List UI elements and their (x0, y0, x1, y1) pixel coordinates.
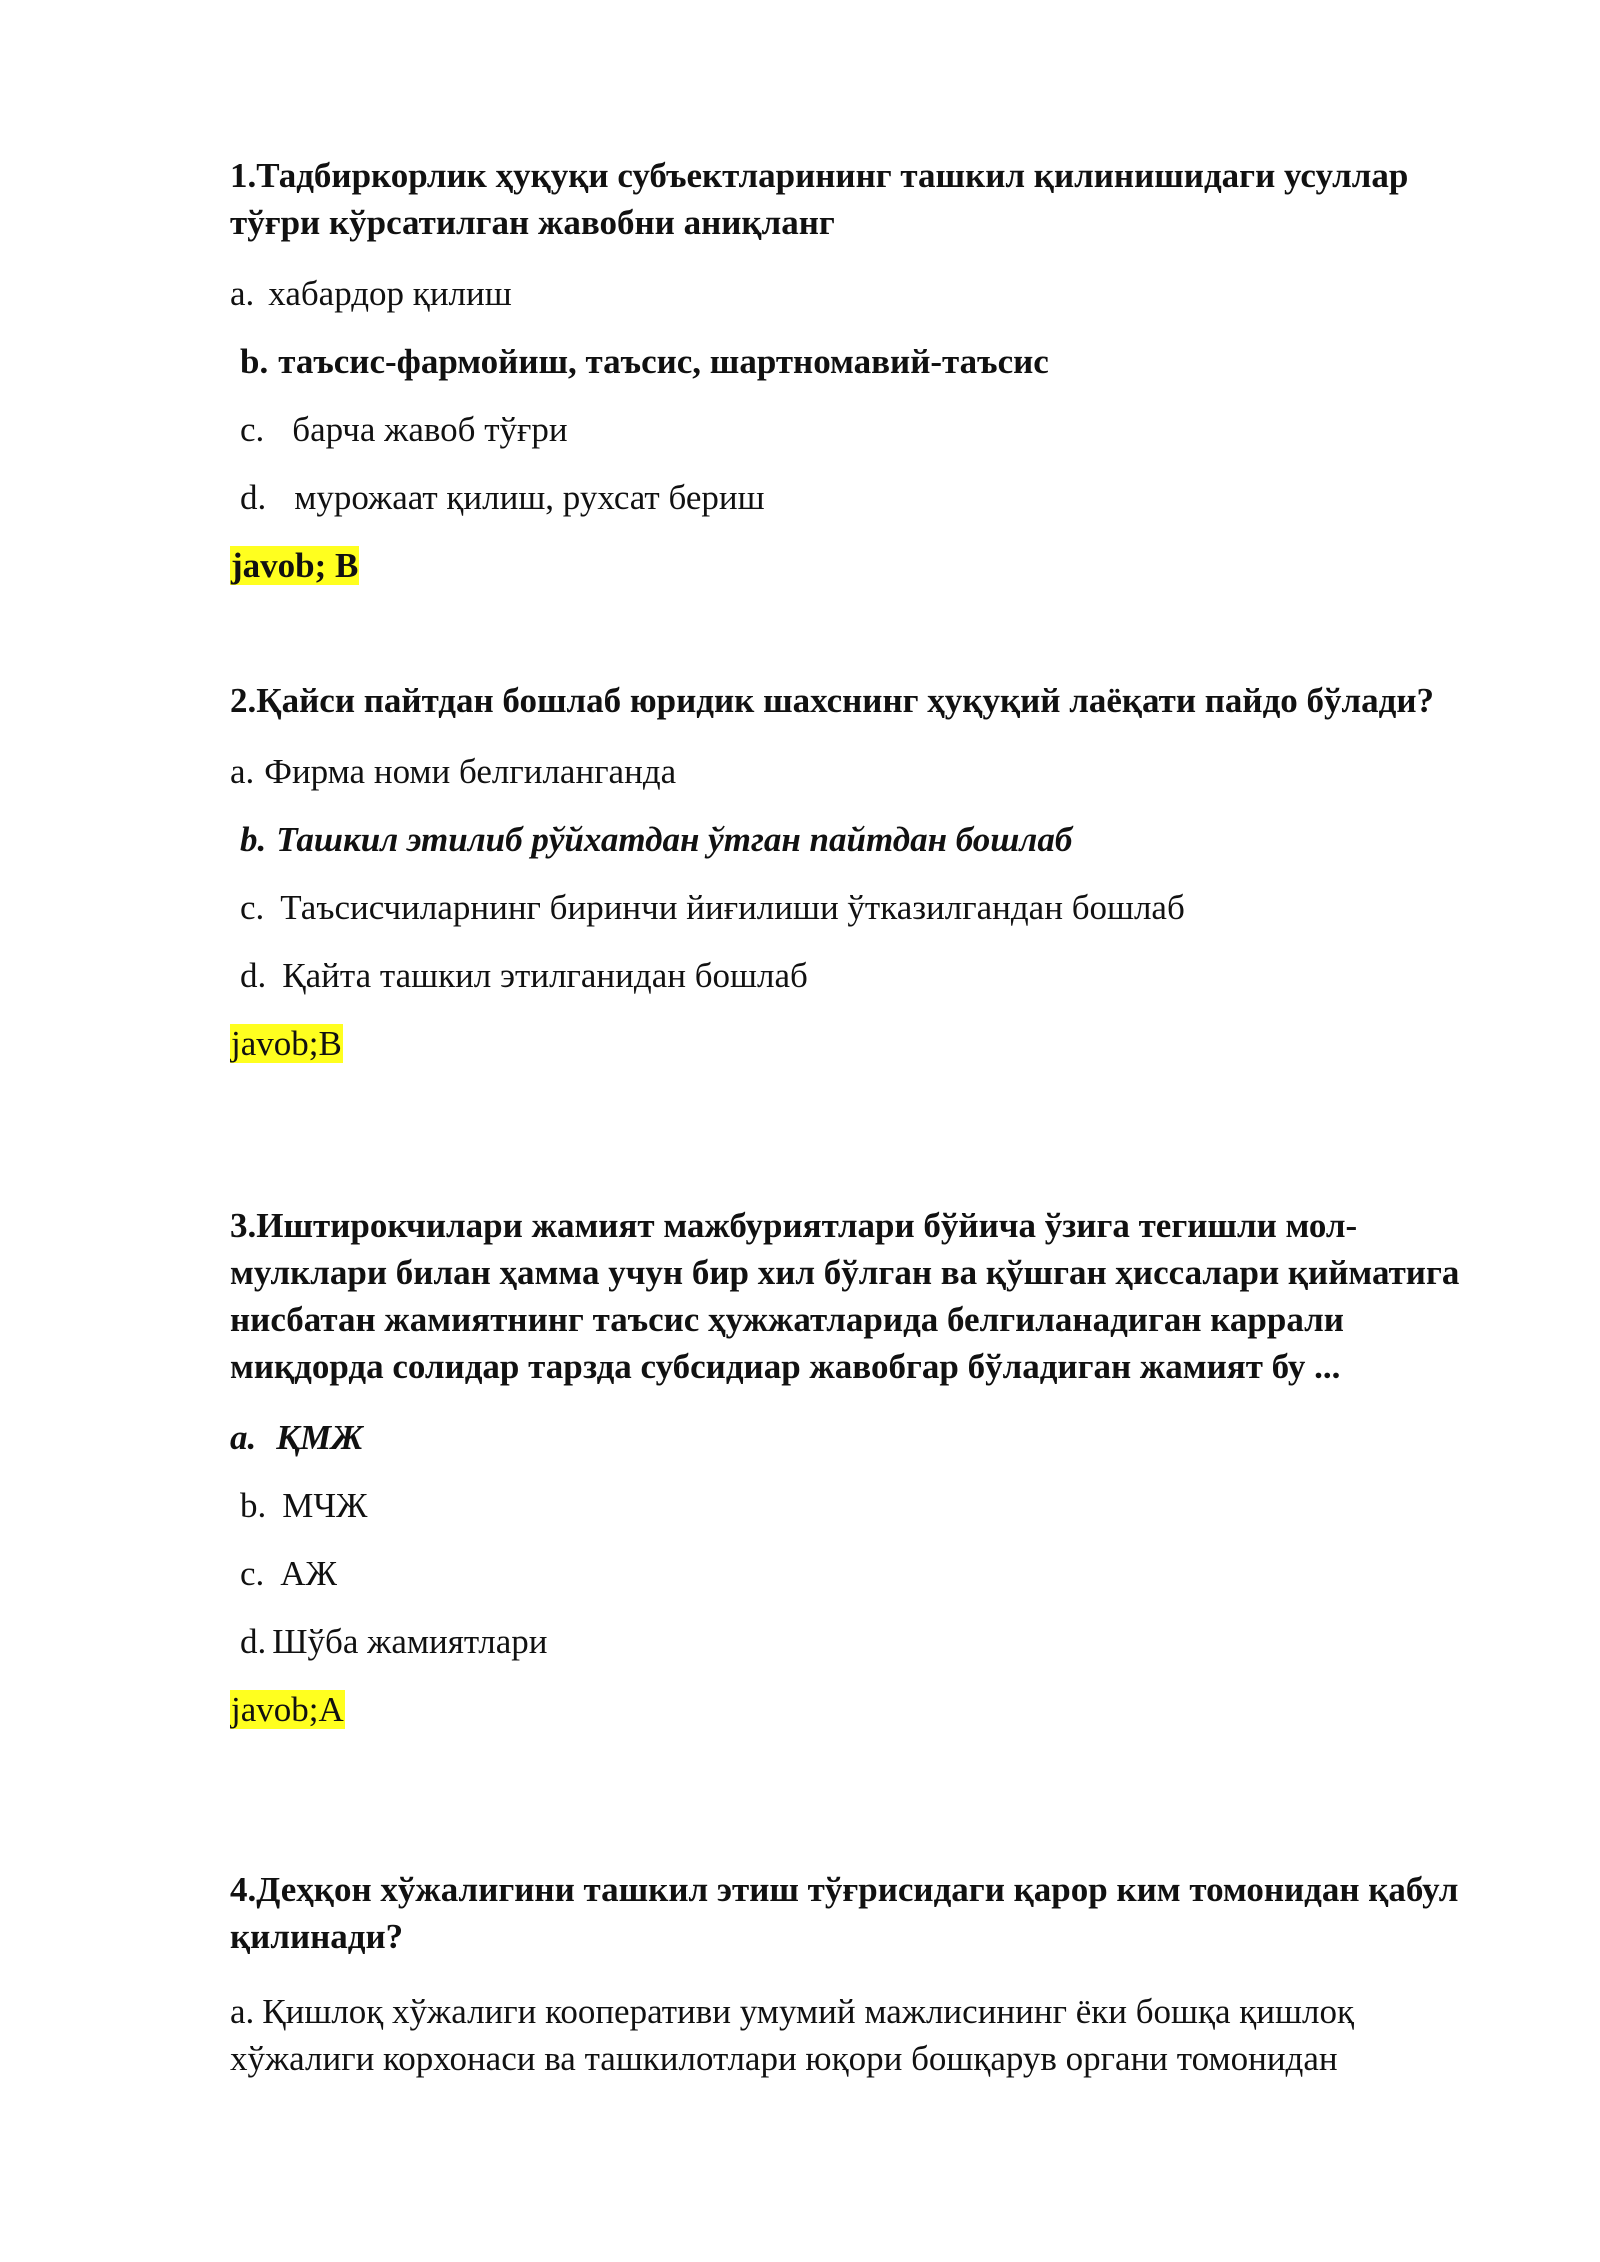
question-text: 2.Қайси пайтдан бошлаб юридик шахснинг ҳуқуқий лаёқати пайдо бўлади? (230, 681, 1435, 720)
answer-option (230, 342, 1490, 382)
option-text: АЖ (280, 1554, 337, 1593)
option-text: Қишлоқ хўжалиги кооперативи умумий мажлисининг ёки бошқа қишлоқ хўжалиги корхонаси ва ташкилотлари юқори бошқарув органи томонидан (230, 1992, 1354, 2078)
question-block (230, 152, 1490, 586)
option-letter: d. (240, 478, 267, 517)
answer-option (230, 1622, 1490, 1662)
answer-option (230, 1418, 1490, 1458)
option-letter: a. (230, 752, 255, 791)
option-text: мурожаат қилиш, рухсат бериш (294, 478, 765, 517)
answer-key-highlight: javob;A (231, 1690, 344, 1729)
question-text: 1.Тадбиркорлик ҳуқуқи субъектларининг ташкил қилинишидаги усуллар тўғри кўрсатилган жавобни аниқланг (230, 156, 1409, 242)
option-letter: a. (230, 274, 255, 313)
option-text: Фирма номи белгиланганда (264, 752, 677, 791)
option-text: барча жавоб тўғри (292, 410, 568, 449)
option-text: МЧЖ (282, 1486, 368, 1525)
option-letter: a. (230, 1418, 257, 1457)
option-text: таъсис-фармойиш, таъсис, шартномавий-таъсис (278, 342, 1049, 381)
question-block (230, 1202, 1490, 1730)
answer-key (230, 546, 1490, 586)
option-text: Шўба жамиятлари (272, 1622, 548, 1661)
answer-option (230, 1486, 1490, 1526)
answer-option (230, 820, 1490, 860)
answer-key-highlight: javob;B (231, 1024, 342, 1063)
option-letter: d. (240, 1622, 267, 1661)
option-letter: c. (240, 888, 265, 927)
option-text: ҚМЖ (276, 1418, 364, 1457)
question-text: 4.Деҳқон хўжалигини ташкил этиш тўғрисидаги қарор ким томонидан қабул қилинади? (230, 1870, 1459, 1956)
question-block (230, 677, 1490, 1064)
option-letter: b. (240, 820, 267, 859)
question-text: 3.Иштирокчилари жамият мажбуриятлари бўйича ўзига тегишли мол-мулклари билан ҳамма учун бир хил бўлган ва қўшган ҳиссалари қийматига нисбатан жамиятнинг таъсис ҳужжатларида белгиланадиган каррали миқдорда солидар тарзда субсидиар жавобгар бўладиган жамият бу ... (230, 1206, 1460, 1386)
option-text: хабардор қилиш (268, 274, 512, 313)
answer-key (230, 1690, 1490, 1730)
option-text: Ташкил этилиб рўйхатдан ўтган пайтдан бошлаб (276, 820, 1073, 859)
option-letter: c. (240, 410, 265, 449)
answer-option (230, 1554, 1490, 1594)
option-letter: d. (240, 956, 267, 995)
option-letter: b. (240, 342, 269, 381)
option-letter: b. (240, 1486, 267, 1525)
answer-key-highlight: javob; B (231, 546, 359, 585)
answer-key (230, 1024, 1490, 1064)
option-letter: a. (230, 1992, 255, 2031)
option-letter: c. (240, 1554, 265, 1593)
answer-option (230, 956, 1490, 996)
option-text: Қайта ташкил этилганидан бошлаб (282, 956, 808, 995)
answer-option (230, 478, 1490, 518)
answer-option (230, 274, 1490, 314)
answer-option (230, 1988, 1490, 2082)
answer-option (230, 410, 1490, 450)
option-text: Таъсисчиларнинг биринчи йиғилиши ўтказилгандан бошлаб (280, 888, 1185, 927)
question-block (230, 1866, 1490, 2082)
answer-option (230, 888, 1490, 928)
answer-option (230, 752, 1490, 792)
